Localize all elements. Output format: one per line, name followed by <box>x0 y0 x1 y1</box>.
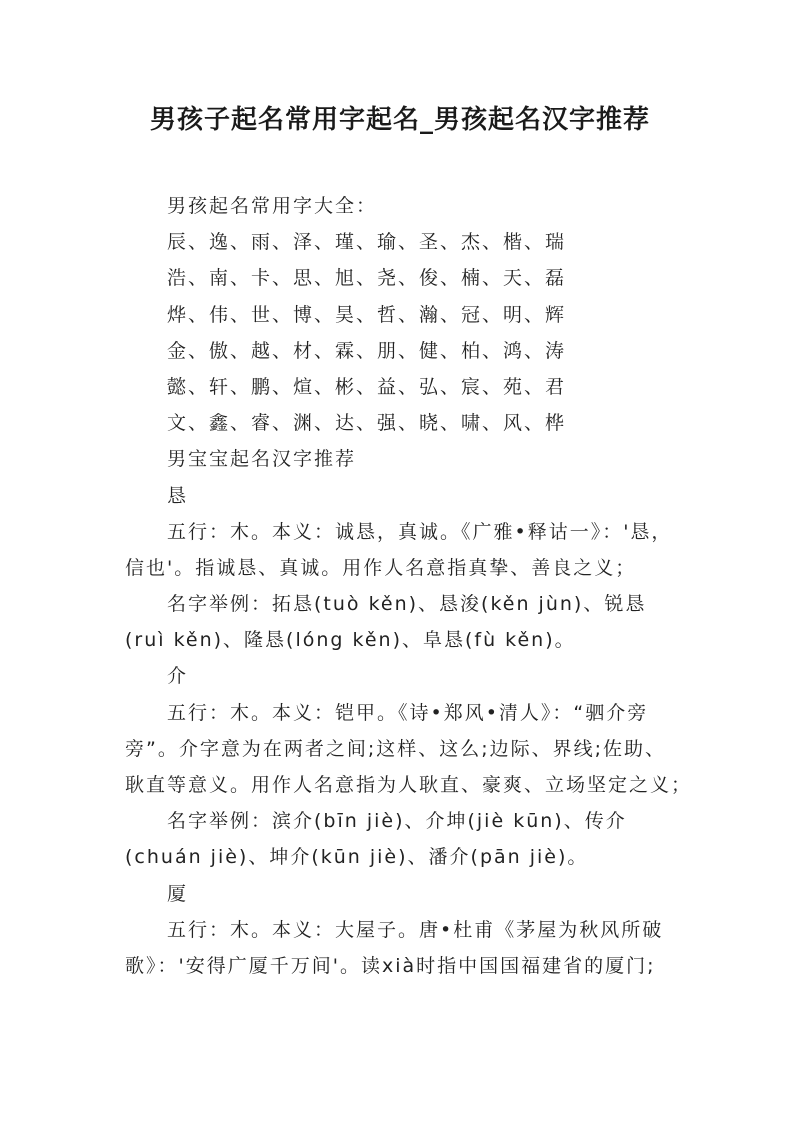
char-heading-ken: 恳 <box>167 484 189 507</box>
char-list-row: 金、傲、越、材、霖、朋、健、柏、鸿、涛 <box>167 339 567 362</box>
paragraph-line: 信也'。指诚恳、真诚。用作人名意指真挚、善良之义； <box>125 556 637 579</box>
document-body <box>125 188 693 984</box>
char-heading-jie: 介 <box>167 665 189 688</box>
paragraph-line: (ruì kěn)、隆恳(lóng kěn)、阜恳(fù kěn)。 <box>125 629 576 652</box>
section-heading-recommend: 男宝宝起名汉字推荐 <box>167 448 357 471</box>
char-list-row: 浩、南、卡、思、旭、尧、俊、楠、天、磊 <box>167 267 567 290</box>
paragraph-line: 名字举例：滨介(bīn jiè)、介坤(jiè kūn)、传介 <box>167 810 627 833</box>
char-list-row: 烨、伟、世、博、昊、哲、瀚、冠、明、辉 <box>167 303 567 326</box>
char-heading-xia: 厦 <box>167 882 189 905</box>
paragraph-line: 五行：木。本义：铠甲。《诗•郑风•清人》：“驷介旁 <box>167 701 649 724</box>
char-list-row: 文、鑫、睿、渊、达、强、晓、啸、风、桦 <box>167 412 567 435</box>
paragraph-line: 五行：木。本义：大屋子。唐•杜甫《茅屋为秋风所破 <box>167 918 664 941</box>
paragraph-line: 五行：木。本义：诚恳，真诚。《广雅•释诂一》：'恳， <box>167 520 673 543</box>
paragraph-line: 名字举例：拓恳(tuò kěn)、恳浚(kěn jùn)、锐恳 <box>167 593 647 616</box>
paragraph-line: 旁”。介字意为在两者之间;这样、这么;边际、界线;佐助、 <box>125 737 667 760</box>
paragraph-line: 耿直等意义。用作人名意指为人耿直、豪爽、立场坚定之义； <box>125 774 693 796</box>
section-heading-common-chars: 男孩起名常用字大全： <box>167 195 378 217</box>
paragraph-line: 歌》：'安得广厦千万间'。读xià时指中国国福建省的厦门; <box>125 954 656 977</box>
char-list-row: 辰、逸、雨、泽、瑾、瑜、圣、杰、楷、瑞 <box>167 231 567 254</box>
char-list-row: 懿、轩、鹏、煊、彬、益、弘、宸、苑、君 <box>167 375 567 398</box>
page-title: 男孩子起名常用字起名_男孩起名汉字推荐 <box>149 105 650 135</box>
paragraph-line: (chuán jiè)、坤介(kūn jiè)、潘介(pān jiè)。 <box>125 846 589 869</box>
